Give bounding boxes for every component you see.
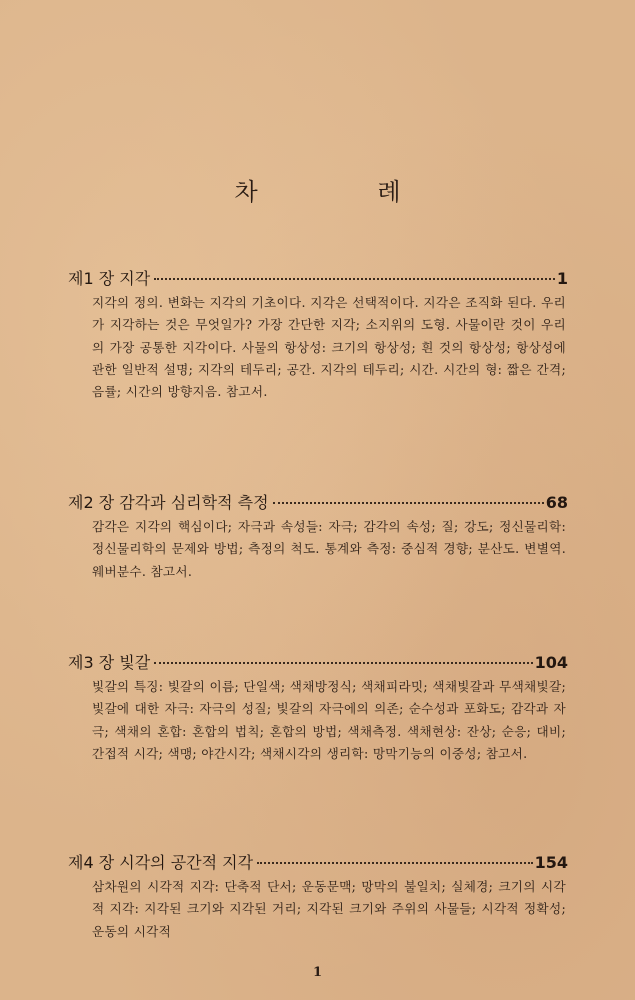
chapter-summary: 감각은 지각의 핵심이다; 자극과 속성들: 자극; 감각의 속성; 질; 강도; 정신물리학: 정신물리학의 문제와 방법; 측정의 척도. 통계와 측정: 중심적 경향; 분산도. 변별역. 웨버분수. 참고서. [92,519,566,579]
chapter-summary: 빛갈의 특징: 빛갈의 이름; 단일색; 색채방정식; 색채피라밋; 색채빛갈과 무색채빛갈; 빛갈에 대한 자극: 자극의 성질; 빛갈의 자극에의 의존; 순수성과 포화도; 감각과 자극; 색채의 혼합: 혼합의 법칙; 혼합의 방법; 색채측정. 색채현상: 잔상; 순응; 대비; 간접적 시각; 색맹; 야간시각; 색채시각의 생리학: 망막기능의 이중성; 참고서. [92,679,566,761]
chapter-heading [68,850,568,874]
chapter-page-number: 68 [545,493,568,512]
page-title: 차 례 [234,178,457,206]
dot-leader [154,278,555,280]
chapter-summary: 지각의 정의. 변화는 지각의 기초이다. 지각은 선택적이다. 지각은 조직화 된다. 우리가 지각하는 것은 무엇일가? 가장 간단한 지각; 소지위의 도형. 사물이란 것이 우리의 가장 공통한 지각이다. 사물의 항상성: 크기의 항상성; 흰 것의 항상성; 항상성에 관한 일반적 설명; 지각의 테두리; 공간. 지각의 테두리; 시간. 시간의 형: 짧은 간격; 음률; 시간의 방향지음. 참고서. [92,295,566,400]
chapter-title: 제1 장 지각 [68,269,151,288]
dot-leader [154,662,532,664]
chapter-summary: 삼차원의 시각적 지각: 단축적 단서; 운동문맥; 망막의 불일치; 실체경; 크기의 시각적 지각: 지각된 크기와 지각된 거리; 지각된 크기와 주위의 사물들; 시각적 정확성; 운동의 시각적 [92,879,566,939]
dot-leader [257,862,533,864]
chapter-heading [68,490,568,514]
chapter-title: 제3 장 빛갈 [68,653,151,672]
chapter-heading [68,266,568,290]
chapter-1 [68,266,568,403]
chapter-page-number: 154 [534,853,568,872]
chapter-page-number: 104 [534,653,568,672]
chapter-title: 제4 장 시각의 공간적 지각 [68,853,254,872]
chapter-title: 제2 장 감각과 심리학적 측정 [68,493,269,512]
chapter-4 [68,850,568,943]
chapter-3 [68,650,568,765]
chapter-page-number: 1 [556,269,568,288]
footer-page-number: 1 [312,965,323,980]
chapter-heading [68,650,568,674]
dot-leader [273,502,544,504]
chapter-2 [68,490,568,583]
